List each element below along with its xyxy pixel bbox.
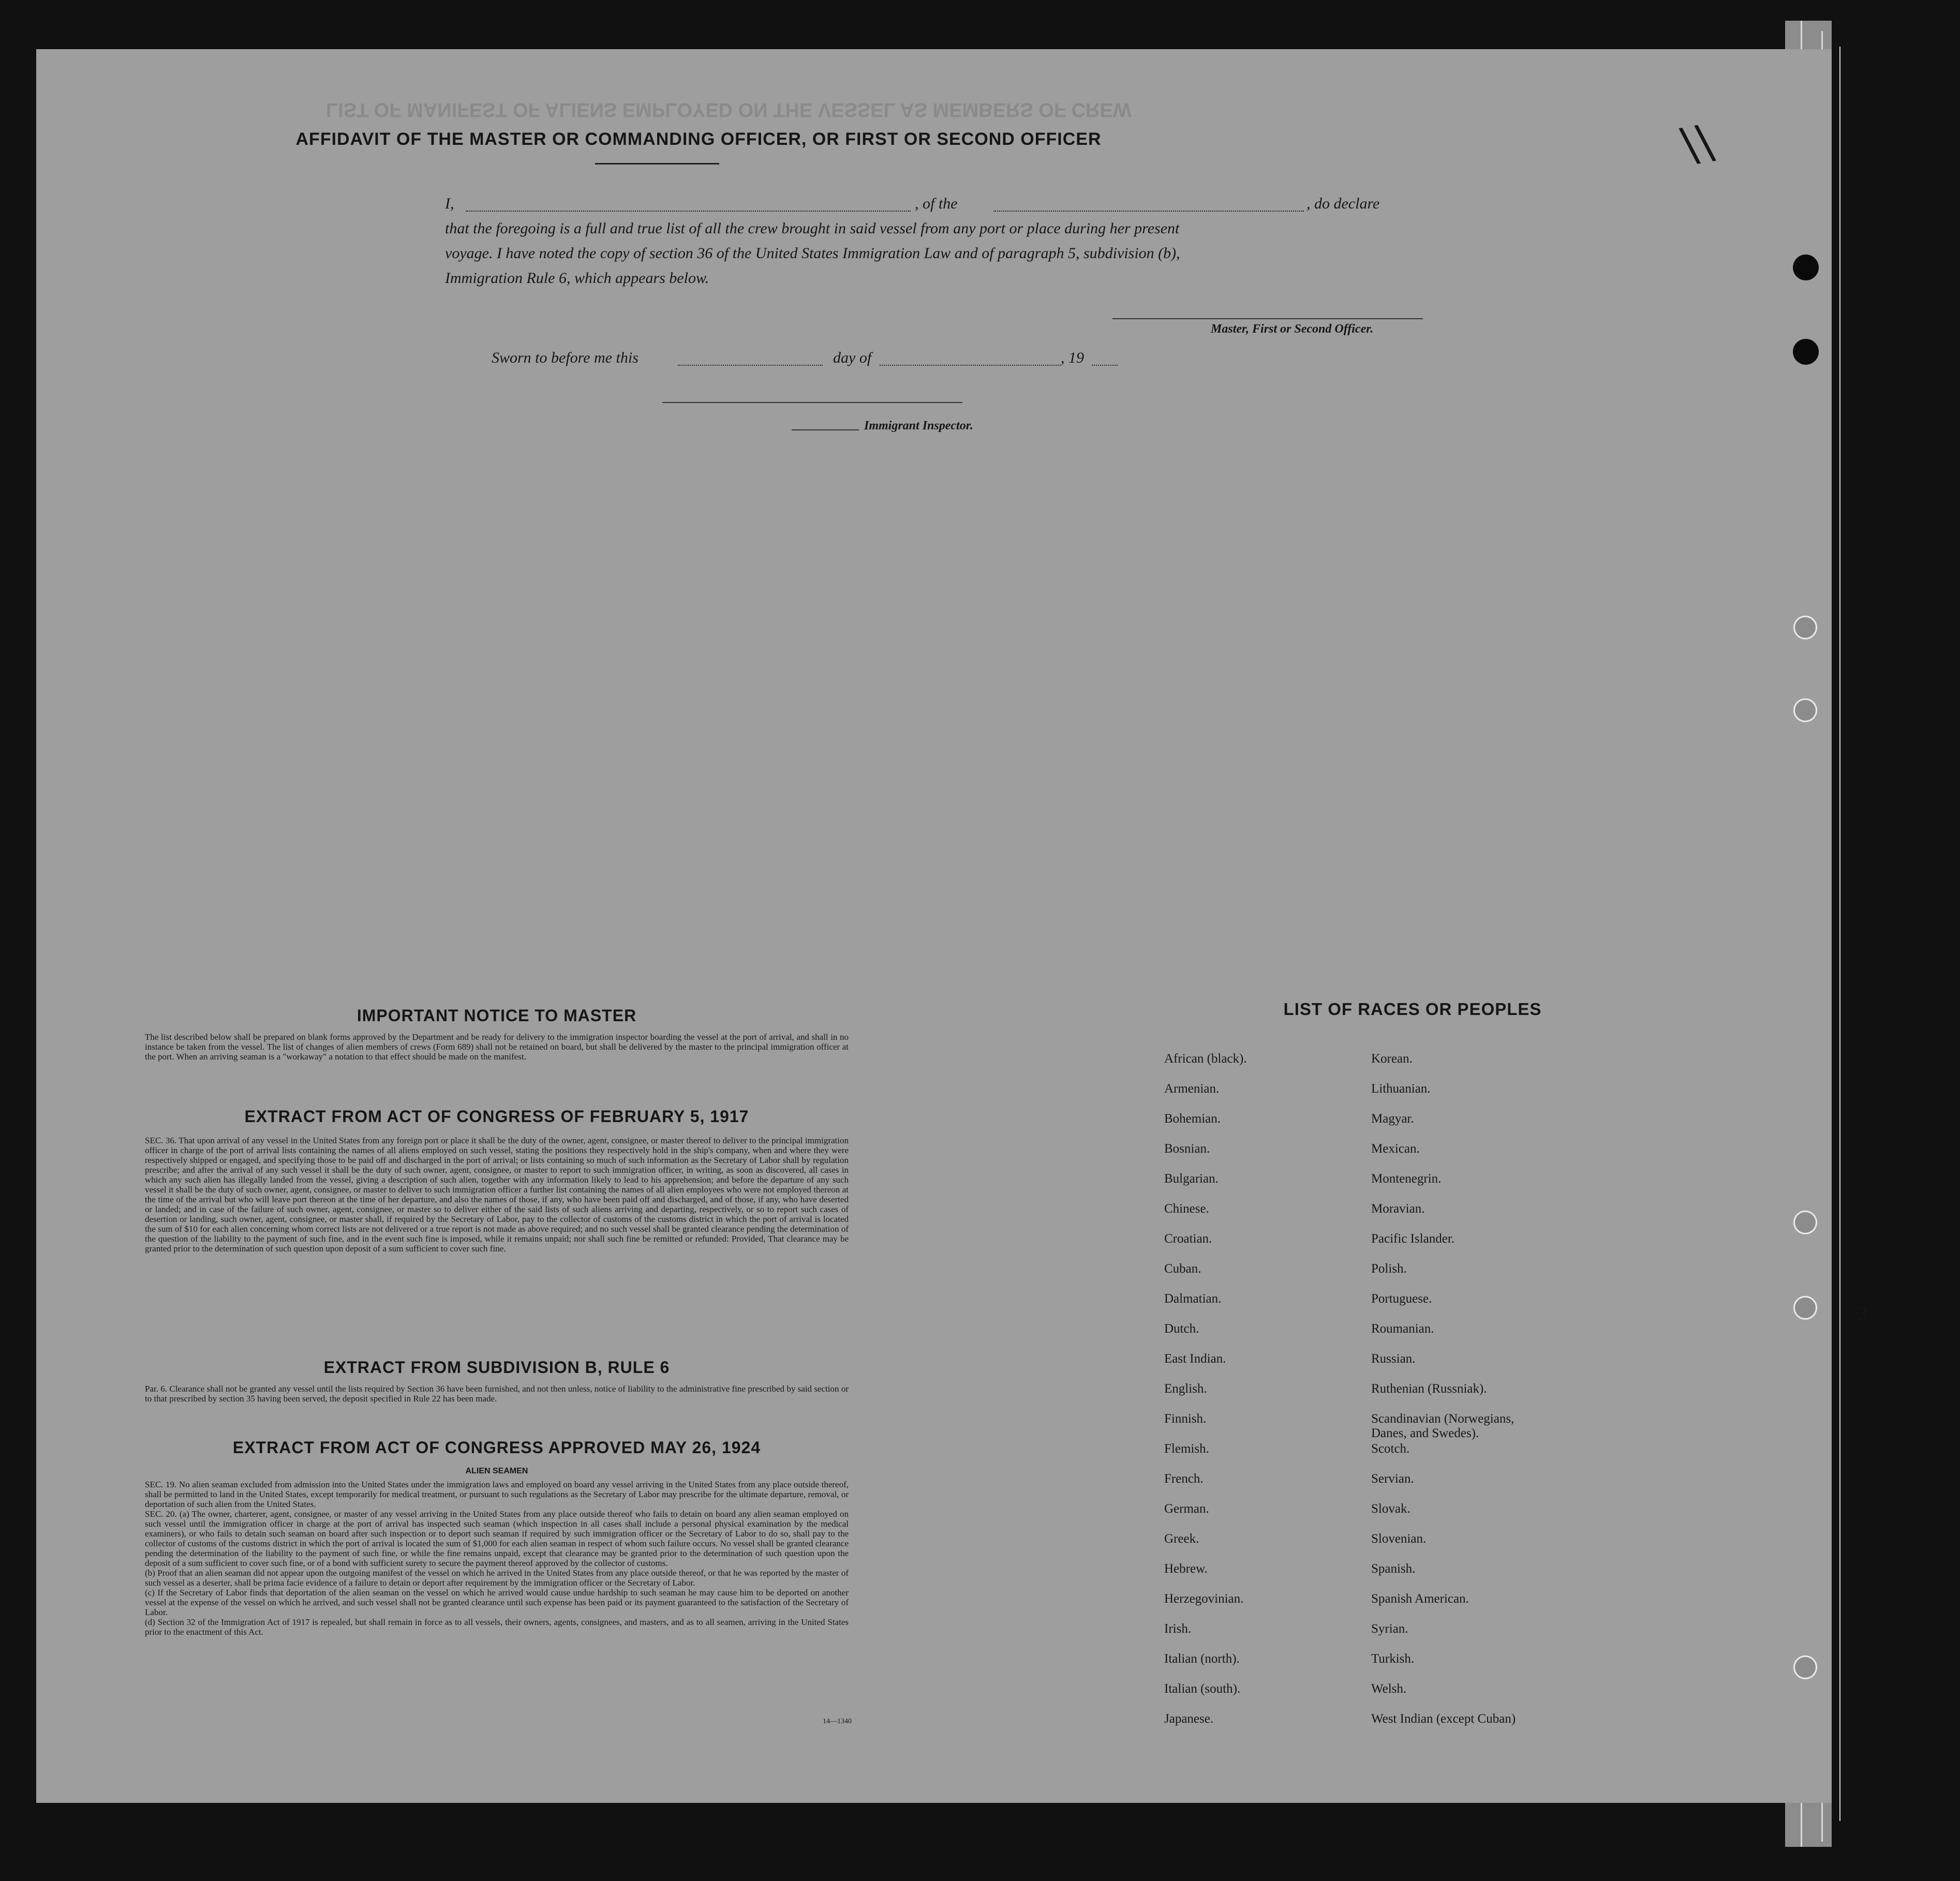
margin-number: 3	[1858, 1302, 1868, 1325]
race-item: Dutch.	[1164, 1322, 1199, 1336]
race-item: French.	[1164, 1472, 1204, 1486]
sworn-year-field[interactable]	[1092, 365, 1118, 366]
race-item: Pacific Islander.	[1371, 1232, 1455, 1246]
inspector-signature-line[interactable]	[662, 402, 962, 403]
race-item: Chinese.	[1164, 1202, 1209, 1216]
race-item: Bohemian.	[1164, 1112, 1221, 1126]
punch-hole	[1793, 616, 1817, 639]
race-item: German.	[1164, 1502, 1209, 1516]
race-item: Spanish American.	[1371, 1592, 1469, 1606]
inspector-label: Immigrant Inspector.	[864, 419, 973, 432]
race-item: English.	[1164, 1382, 1207, 1396]
race-item: Hebrew.	[1164, 1562, 1208, 1576]
bleed-through-title: LIST OF MANIFEST OF ALIENS EMPLOYED ON THE VESSEL AS MEMBERS OF CREW	[326, 99, 1132, 121]
punch-hole	[1793, 1296, 1817, 1320]
notice-body: The list described below shall be prepared on blank forms approved by the Department and be ready for delivery to the immigration inspector boarding the vessel at the port of arrival, and shall in no instance be taken from the vessel. The list of changes of alien members of crews (Form 689) shall not be retained on board, but shall be delivered by the master to the principal immigration officer at the port. When an arriving seaman is a "workaway" a notation to that effect should be made on the manifest.	[145, 1032, 849, 1062]
race-item: Bosnian.	[1164, 1142, 1210, 1156]
race-item: Croatian.	[1164, 1232, 1212, 1246]
race-item: Flemish.	[1164, 1442, 1209, 1456]
race-item: Slovak.	[1371, 1502, 1410, 1516]
handwritten-mark: \\	[1677, 114, 1718, 173]
race-item: Mexican.	[1371, 1142, 1420, 1156]
extract-1917-body: SEC. 36. That upon arrival of any vessel in the United States from any foreign port or place it shall be the duty of the owner, agent, consignee, or master thereof to deliver to the principal immigration officer in charge of the port of arrival lists containing the names of all aliens employed on such vessel, stating the positions they respectively hold in the ship's company, when and where they were respectively shipped or engaged, and specifying those to be paid off and discharged in the port of arrival; or lists containing so much of such information as the Secretary of Labor shall by regulation prescribe; and after the arrival of any such vessel it shall be the duty of such owner, agent, consignee, or master to report to such immigration officer, in writing, as soon as discovered, all cases in which any such alien has illegally landed from the vessel, giving a description of such alien, together with any information likely to lead to his apprehension; and before the departure of any such vessel it shall be the duty of such owner, agent, consignee, or master to deliver to such immigration officer a further list containing the names of all alien employees who were not employed thereon at the time of the arrival but who will leave port thereon at the time of her departure, and also the names of those, if any, who have been paid off and discharged, and of those, if any, who have deserted or landed; and in case of the failure of such owner, agent, consignee, or master so to deliver either of the said lists of such aliens arriving and departing, respectively, or so to report such cases of desertion or landing, such owner, agent, consignee, or master shall, if required by the Secretary of Labor, pay to the collector of customs of the customs district in which the port of arrival is located the sum of $10 for each alien concerning whom correct lists are not delivered or a true report is not made as above required; and no such vessel shall be granted clearance pending the determination of the question of the liability to the payment of such fine, and in the event such fine is imposed, while it remains unpaid; nor shall such fine be remitted or refunded: Provided, That clearance may be granted prior to the determination of such question upon deposit of a sum sufficient to cover such fine.	[145, 1136, 849, 1253]
inspector-line-short	[792, 429, 859, 430]
race-item: Irish.	[1164, 1622, 1192, 1636]
race-item: Roumanian.	[1371, 1322, 1434, 1336]
affidavit-line-4: Immigration Rule 6, which appears below.	[445, 270, 709, 287]
race-item: Magyar.	[1371, 1112, 1414, 1126]
race-item: East Indian.	[1164, 1352, 1226, 1366]
affidavit-title: AFFIDAVIT OF THE MASTER OR COMMANDING OFFICER, OR FIRST OR SECOND OFFICER	[295, 129, 1102, 149]
affidavit-do-declare: , do declare	[1306, 195, 1380, 212]
year-label: , 19	[1061, 349, 1084, 366]
sec-20c: (c) If the Secretary of Labor finds that deportation of the alien seaman on the vessel on which he arrived would cause undue hardship to such seaman he may cause him to be deported on another vessel at the expense of the vessel on which he arrived, and such vessel shall not be granted clearance until such expense has been paid or its payment guaranteed to the satisfaction of the Secretary of Labor.	[145, 1588, 849, 1617]
alien-seamen-subtitle: ALIEN SEAMEN	[465, 1467, 528, 1475]
master-signature-label: Master, First or Second Officer.	[1211, 322, 1374, 336]
sec-20d: (d) Section 32 of the Immigration Act of 1917 is repealed, but shall remain in force as to all vessels, their owners, agents, consignees, and masters, and as to all seamen, arriving in the United States prior to the enactment of this Act.	[145, 1617, 849, 1637]
race-item: Moravian.	[1371, 1202, 1425, 1216]
race-item: Armenian.	[1164, 1082, 1220, 1096]
affidavit-i: I,	[445, 195, 454, 212]
vessel-field[interactable]	[993, 211, 1304, 212]
race-item: Italian (north).	[1164, 1652, 1240, 1666]
race-item: Korean.	[1371, 1052, 1413, 1066]
sec-20a: SEC. 20. (a) The owner, charterer, agent, consignee, or master of any vessel arriving in the United States from any place outside thereof who fails to detain on board any alien seaman employed on such vessel until the immigration officer in charge at the port of arrival has inspected such seaman (which inspection in all cases shall include a personal physical examination by the medical examiners), or who fails to detain such seaman on board after such inspection or to deport such seaman if required by such immigration officer or the Secretary of Labor to do so, shall pay to the collector of customs of the customs district in which the port of arrival is located the sum of $1,000 for each alien seaman in respect of whom such failure occurs. No vessel shall be granted clearance pending the determination of the liability to the payment of such fine, or while the fine remains unpaid, except that clearance may be granted prior to the determination of such question upon the deposit of a sum sufficient to cover such fine, or of a bond with sufficient surety to secure the payment thereof approved by the collector of customs.	[145, 1509, 849, 1568]
race-item: Finnish.	[1164, 1412, 1207, 1426]
sworn-day-field[interactable]	[678, 365, 823, 366]
race-item: Spanish.	[1371, 1562, 1416, 1576]
sec-20b: (b) Proof that an alien seaman did not appear upon the outgoing manifest of the vessel on which he arrived in the United States from any place outside thereof, or that he was reported by the master of such vessel as a deserter, shall be prima facie evidence of a failure to detain or deport after requirement by the immigration officer or the Secretary of Labor.	[145, 1568, 849, 1588]
sheet-edge-line	[1839, 47, 1840, 1821]
race-item: African (black).	[1164, 1052, 1247, 1066]
notice-title: IMPORTANT NOTICE TO MASTER	[357, 1006, 637, 1025]
extract-1924-title: EXTRACT FROM ACT OF CONGRESS APPROVED MAY 26, 1924	[232, 1438, 761, 1457]
affidavit-line-2: that the foregoing is a full and true list of all the crew brought in said vessel from any port or place during her present	[445, 220, 1180, 237]
race-item: Japanese.	[1164, 1712, 1214, 1726]
race-item: Bulgarian.	[1164, 1172, 1219, 1186]
extract-1924-body	[145, 1480, 849, 1637]
race-item: Portuguese.	[1371, 1292, 1432, 1306]
race-item: Ruthenian (Russniak).	[1371, 1382, 1487, 1396]
form-number: 14—1340	[823, 1718, 852, 1725]
races-title: LIST OF RACES OR PEOPLES	[1283, 999, 1542, 1019]
affidavit-of-the: , of the	[915, 195, 958, 212]
race-item: Scotch.	[1371, 1442, 1410, 1456]
race-item: Montenegrin.	[1371, 1172, 1442, 1186]
race-item: Lithuanian.	[1371, 1082, 1431, 1096]
extract-rule6-title: EXTRACT FROM SUBDIVISION B, RULE 6	[323, 1358, 670, 1377]
race-item: Italian (south).	[1164, 1682, 1241, 1696]
race-item: Turkish.	[1371, 1652, 1415, 1666]
race-item: Russian.	[1371, 1352, 1416, 1366]
race-item: West Indian (except Cuban)	[1371, 1712, 1516, 1726]
race-item: Dalmatian.	[1164, 1292, 1222, 1306]
race-item: Cuban.	[1164, 1262, 1201, 1276]
race-item: Servian.	[1371, 1472, 1414, 1486]
name-field[interactable]	[466, 211, 911, 212]
punch-hole	[1793, 1655, 1817, 1679]
race-item: Welsh.	[1371, 1682, 1407, 1696]
affidavit-line-3: voyage. I have noted the copy of section 36 of the United States Immigration Law and of paragraph 5, subdivision (b),	[445, 245, 1180, 262]
master-signature-line[interactable]	[1112, 318, 1423, 319]
manifest-page	[36, 49, 1868, 1803]
extract-1917-title: EXTRACT FROM ACT OF CONGRESS OF FEBRUARY 5, 1917	[244, 1107, 749, 1126]
race-item: Scandinavian (Norwegians, Danes, and Swedes).	[1371, 1412, 1514, 1440]
race-item: Herzegovinian.	[1164, 1592, 1244, 1606]
affidavit-line-1	[445, 195, 1428, 213]
sworn-line	[492, 349, 1216, 367]
extract-rule6-body: Par. 6. Clearance shall not be granted any vessel until the lists required by Section 36 have been furnished, and not then unless, notice of liability to the administrative fine prescribed by said section or to that prescribed by section 35 having been served, the deposit specified in Rule 22 has been made.	[145, 1384, 849, 1404]
day-of-label: day of	[833, 349, 872, 366]
sworn-month-field[interactable]	[880, 365, 1061, 366]
punch-hole	[1793, 1211, 1817, 1234]
race-item: Syrian.	[1371, 1622, 1408, 1636]
punch-hole	[1793, 339, 1819, 365]
punch-hole	[1793, 698, 1817, 722]
punch-hole	[1793, 255, 1819, 280]
title-rule	[595, 163, 719, 165]
race-item: Slovenian.	[1371, 1532, 1427, 1546]
sworn-label: Sworn to before me this	[492, 349, 639, 366]
race-item: Polish.	[1371, 1262, 1407, 1276]
race-item: Greek.	[1164, 1532, 1199, 1546]
sec-19: SEC. 19. No alien seaman excluded from admission into the United States under the immigration laws and employed on board any vessel arriving in the United States from any place outside thereof, shall be permitted to land in the United States, except temporarily for medical treatment, or pursuant to such regulations as the Secretary of Labor may prescribe for the ultimate departure, removal, or deportation of such alien from the United States.	[145, 1480, 849, 1509]
